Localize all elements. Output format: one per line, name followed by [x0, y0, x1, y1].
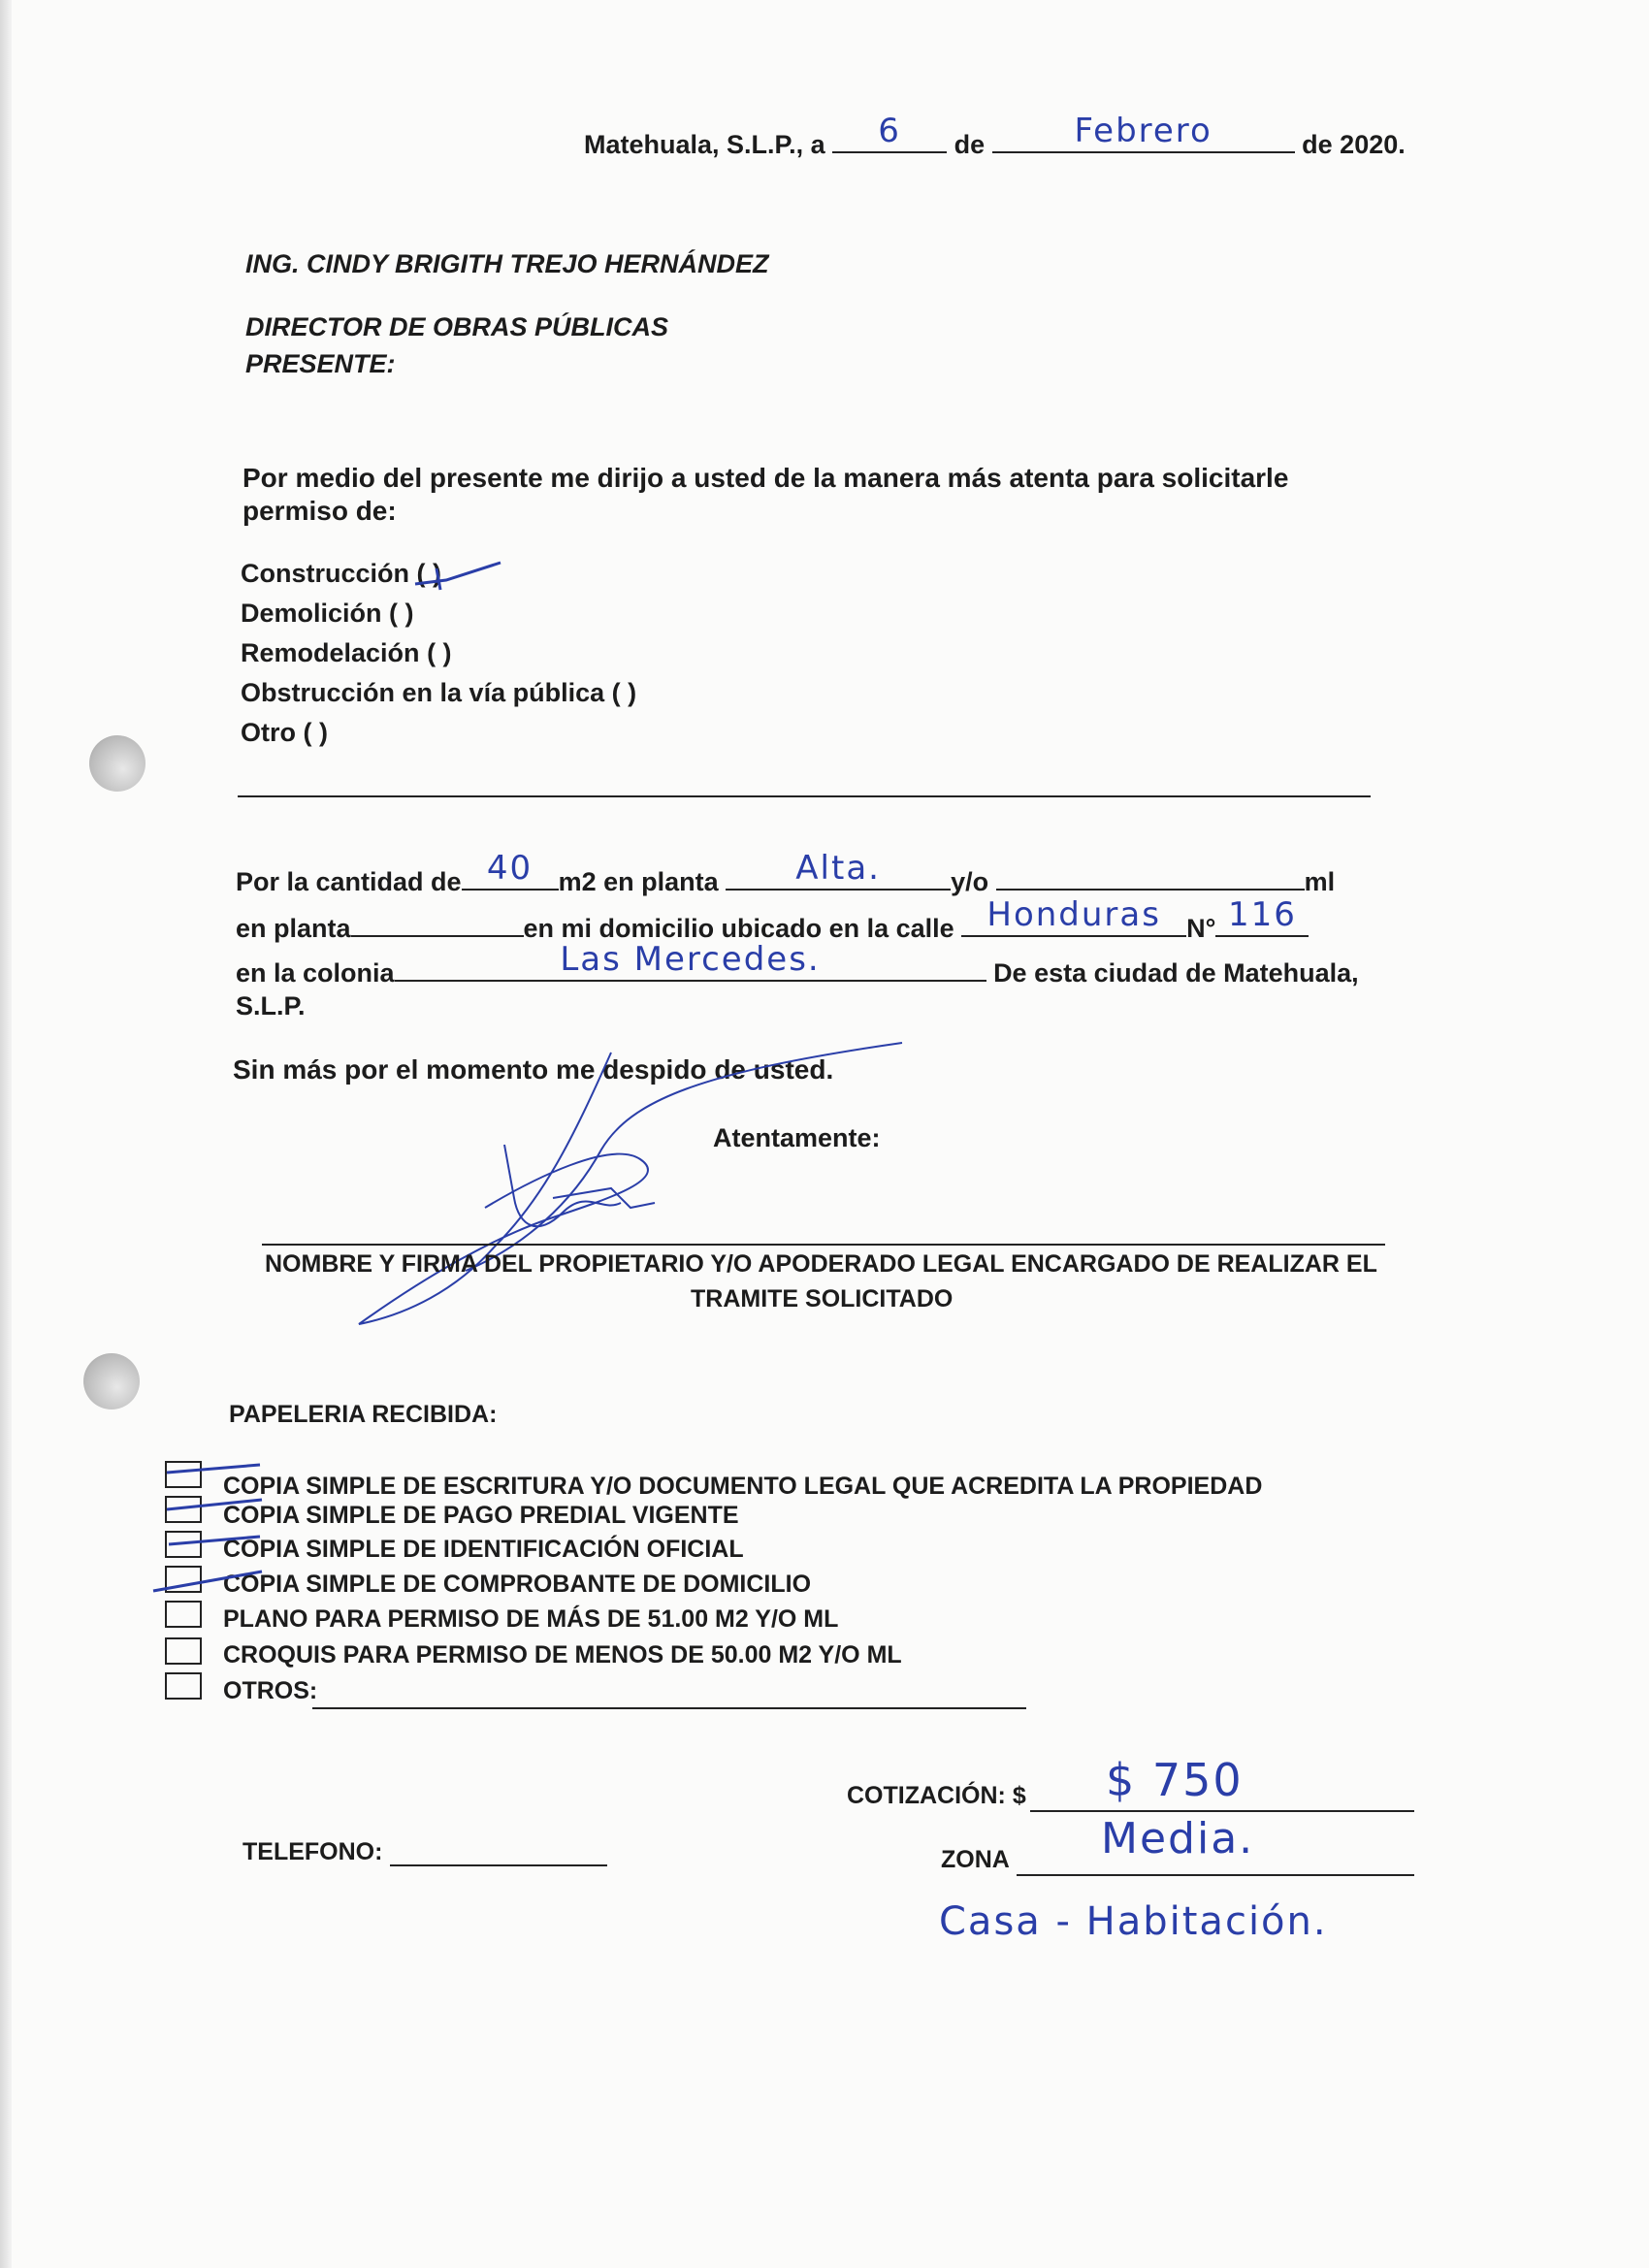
cotizacion-line [1030, 1810, 1414, 1812]
telefono-line [390, 1864, 607, 1866]
colony-field [395, 940, 986, 982]
papeleria-item: OTROS: [223, 1677, 318, 1704]
otros-line [312, 1707, 1026, 1709]
ml-floor-field [351, 906, 524, 937]
papeleria-item: PLANO PARA PERMISO DE MÁS DE 51.00 M2 Y/O ML [223, 1605, 839, 1633]
details-text: m2 en planta [558, 867, 719, 896]
quantity-field [462, 849, 559, 891]
floor-value: Alta. [795, 849, 881, 888]
details-text: en mi domicilio ubicado en la calle [523, 914, 954, 943]
papeleria-item: COPIA SIMPLE DE COMPROBANTE DE DOMICILIO [223, 1571, 812, 1598]
zona-value: Media. [1101, 1814, 1255, 1863]
day-value: 6 [878, 112, 901, 150]
details-text: ml [1304, 867, 1336, 896]
details-line-1 [236, 849, 1336, 898]
details-text: Por la cantidad de [236, 867, 462, 896]
permit-option-label: Demolición [241, 599, 382, 628]
checkbox[interactable] [165, 1672, 202, 1700]
place-text: Matehuala, S.L.P., a [584, 130, 825, 159]
details-line-3 [236, 940, 1359, 989]
permit-option-label: Construcción [241, 559, 410, 588]
papeleria-item: COPIA SIMPLE DE ESCRITURA Y/O DOCUMENTO LEGAL QUE ACREDITA LA PROPIEDAD [223, 1473, 1263, 1500]
permit-option [241, 676, 636, 716]
addressee-name: ING. CINDY BRIGITH TREJO HERNÁNDEZ [245, 249, 769, 278]
quantity-value: 40 [486, 849, 534, 888]
permit-option-mark: ( ) [389, 599, 414, 628]
signature-caption-2: TRAMITE SOLICITADO [691, 1285, 954, 1312]
zona-label: ZONA [941, 1846, 1010, 1873]
punch-hole-top [89, 735, 146, 792]
checkmarks-icon [146, 1451, 272, 1606]
permit-option-mark: ( ) [611, 678, 637, 707]
permit-option-label: Otro [241, 718, 296, 747]
permit-option [241, 597, 636, 636]
atentamente: Atentamente: [713, 1123, 881, 1152]
cotizacion-value: $ 750 [1106, 1754, 1244, 1806]
papeleria-item: COPIA SIMPLE DE IDENTIFICACIÓN OFICIAL [223, 1536, 744, 1563]
papeleria-item: CROQUIS PARA PERMISO DE MENOS DE 50.00 M2 Y/O ML [223, 1641, 902, 1669]
year-text: de 2020. [1302, 130, 1406, 159]
addressee-title: DIRECTOR DE OBRAS PÚBLICAS [245, 312, 669, 341]
number-value: 116 [1228, 895, 1297, 934]
permit-option-label: Obstrucción en la vía pública [241, 678, 605, 707]
details-text: y/o [951, 867, 989, 896]
intro-line-1: Por medio del presente me dirijo a usted de la manera más atenta para solicitarle [242, 463, 1289, 493]
number-field [1215, 895, 1309, 937]
papeleria-title: PAPELERIA RECIBIDA: [229, 1401, 498, 1428]
ml-field [996, 859, 1305, 891]
details-text: N° [1186, 914, 1216, 943]
signature-caption-1: NOMBRE Y FIRMA DEL PROPIETARIO Y/O APODERADO LEGAL ENCARGADO DE REALIZAR EL [265, 1250, 1377, 1278]
street-field [961, 895, 1186, 937]
cotizacion-label: COTIZACIÓN: $ [847, 1782, 1026, 1809]
uso-note: Casa - Habitación. [939, 1899, 1328, 1944]
month-field [992, 112, 1295, 153]
details-text: en planta [236, 914, 351, 943]
permit-option-mark: ( ) [427, 638, 452, 667]
scan-left-edge [0, 0, 12, 2268]
date-line [584, 112, 1406, 161]
farewell: Sin más por el momento me despido de usted. [233, 1054, 834, 1085]
details-text: De esta ciudad de Matehuala, [993, 958, 1359, 988]
checkbox[interactable] [165, 1637, 202, 1665]
details-line-4: S.L.P. [236, 991, 306, 1021]
punch-hole-bottom [83, 1353, 140, 1409]
de-text: de [954, 130, 986, 159]
presente: PRESENTE: [245, 349, 396, 378]
floor-field [726, 849, 951, 891]
construccion-checkmark-icon [407, 555, 514, 594]
street-value: Honduras [986, 895, 1161, 934]
day-field [832, 112, 947, 153]
details-text: en la colonia [236, 958, 395, 988]
details-line-2 [236, 895, 1309, 945]
permit-option [241, 716, 636, 756]
permit-option-label: Remodelación [241, 638, 420, 667]
telefono-label: TELEFONO: [242, 1838, 383, 1865]
zona-line [1017, 1874, 1414, 1876]
papeleria-item: COPIA SIMPLE DE PAGO PREDIAL VIGENTE [223, 1502, 739, 1529]
permit-option-mark: ( ) [303, 718, 328, 747]
colony-value: Las Mercedes. [560, 940, 821, 979]
otro-line [238, 795, 1371, 797]
signature-line [262, 1244, 1385, 1246]
permit-option [241, 636, 636, 676]
intro-line-2: permiso de: [242, 496, 397, 526]
month-value: Febrero [1074, 112, 1212, 150]
permit-option-mark: ( ) [416, 559, 442, 588]
